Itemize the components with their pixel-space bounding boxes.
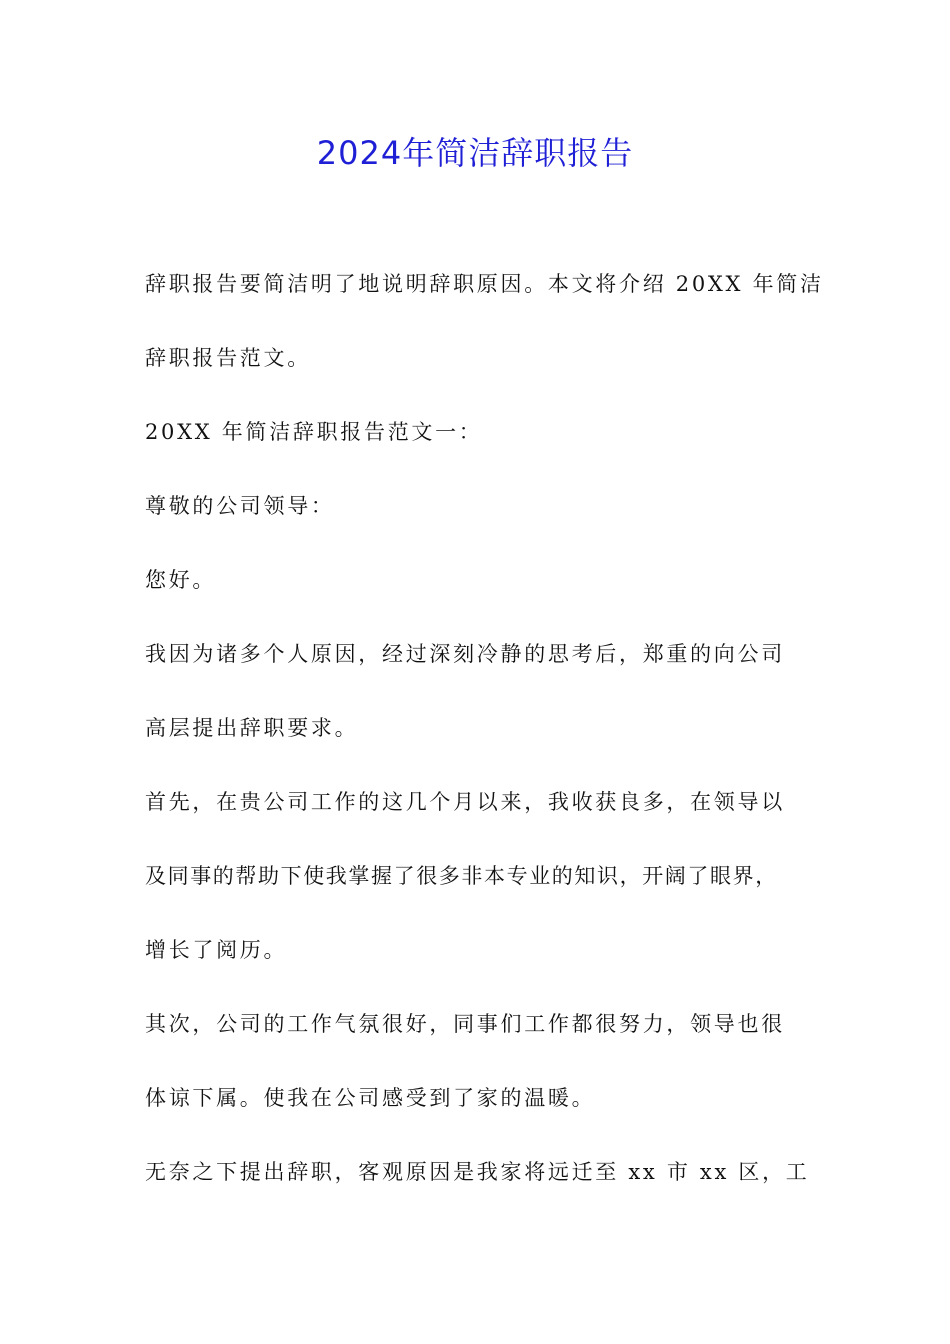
body-line: 辞职报告范文。 — [145, 346, 311, 370]
body-line: 高层提出辞职要求。 — [145, 716, 359, 740]
body-line: 无奈之下提出辞职，客观原因是我家将远迁至 xx 市 xx 区，工 — [145, 1160, 810, 1184]
body-line: 增长了阅历。 — [145, 938, 288, 962]
body-line: 及同事的帮助下使我掌握了很多非本专业的知识，开阔了眼界， — [145, 864, 778, 888]
body-line: 体谅下属。使我在公司感受到了家的温暖。 — [145, 1086, 596, 1110]
body-line: 我因为诸多个人原因，经过深刻冷静的思考后，郑重的向公司 — [145, 642, 785, 666]
body-line: 辞职报告要简洁明了地说明辞职原因。本文将介绍 20XX 年简洁 — [145, 272, 824, 296]
body-line: 其次，公司的工作气氛很好，同事们工作都很努力，领导也很 — [145, 1012, 785, 1036]
body-line: 20XX 年简洁辞职报告范文一： — [145, 420, 483, 444]
body-line: 尊敬的公司领导： — [145, 494, 335, 518]
document-body — [145, 258, 824, 1220]
document-title: 2024年简洁辞职报告 — [316, 134, 634, 172]
body-line: 您好。 — [145, 568, 217, 592]
body-line: 首先，在贵公司工作的这几个月以来，我收获良多，在领导以 — [145, 790, 785, 814]
